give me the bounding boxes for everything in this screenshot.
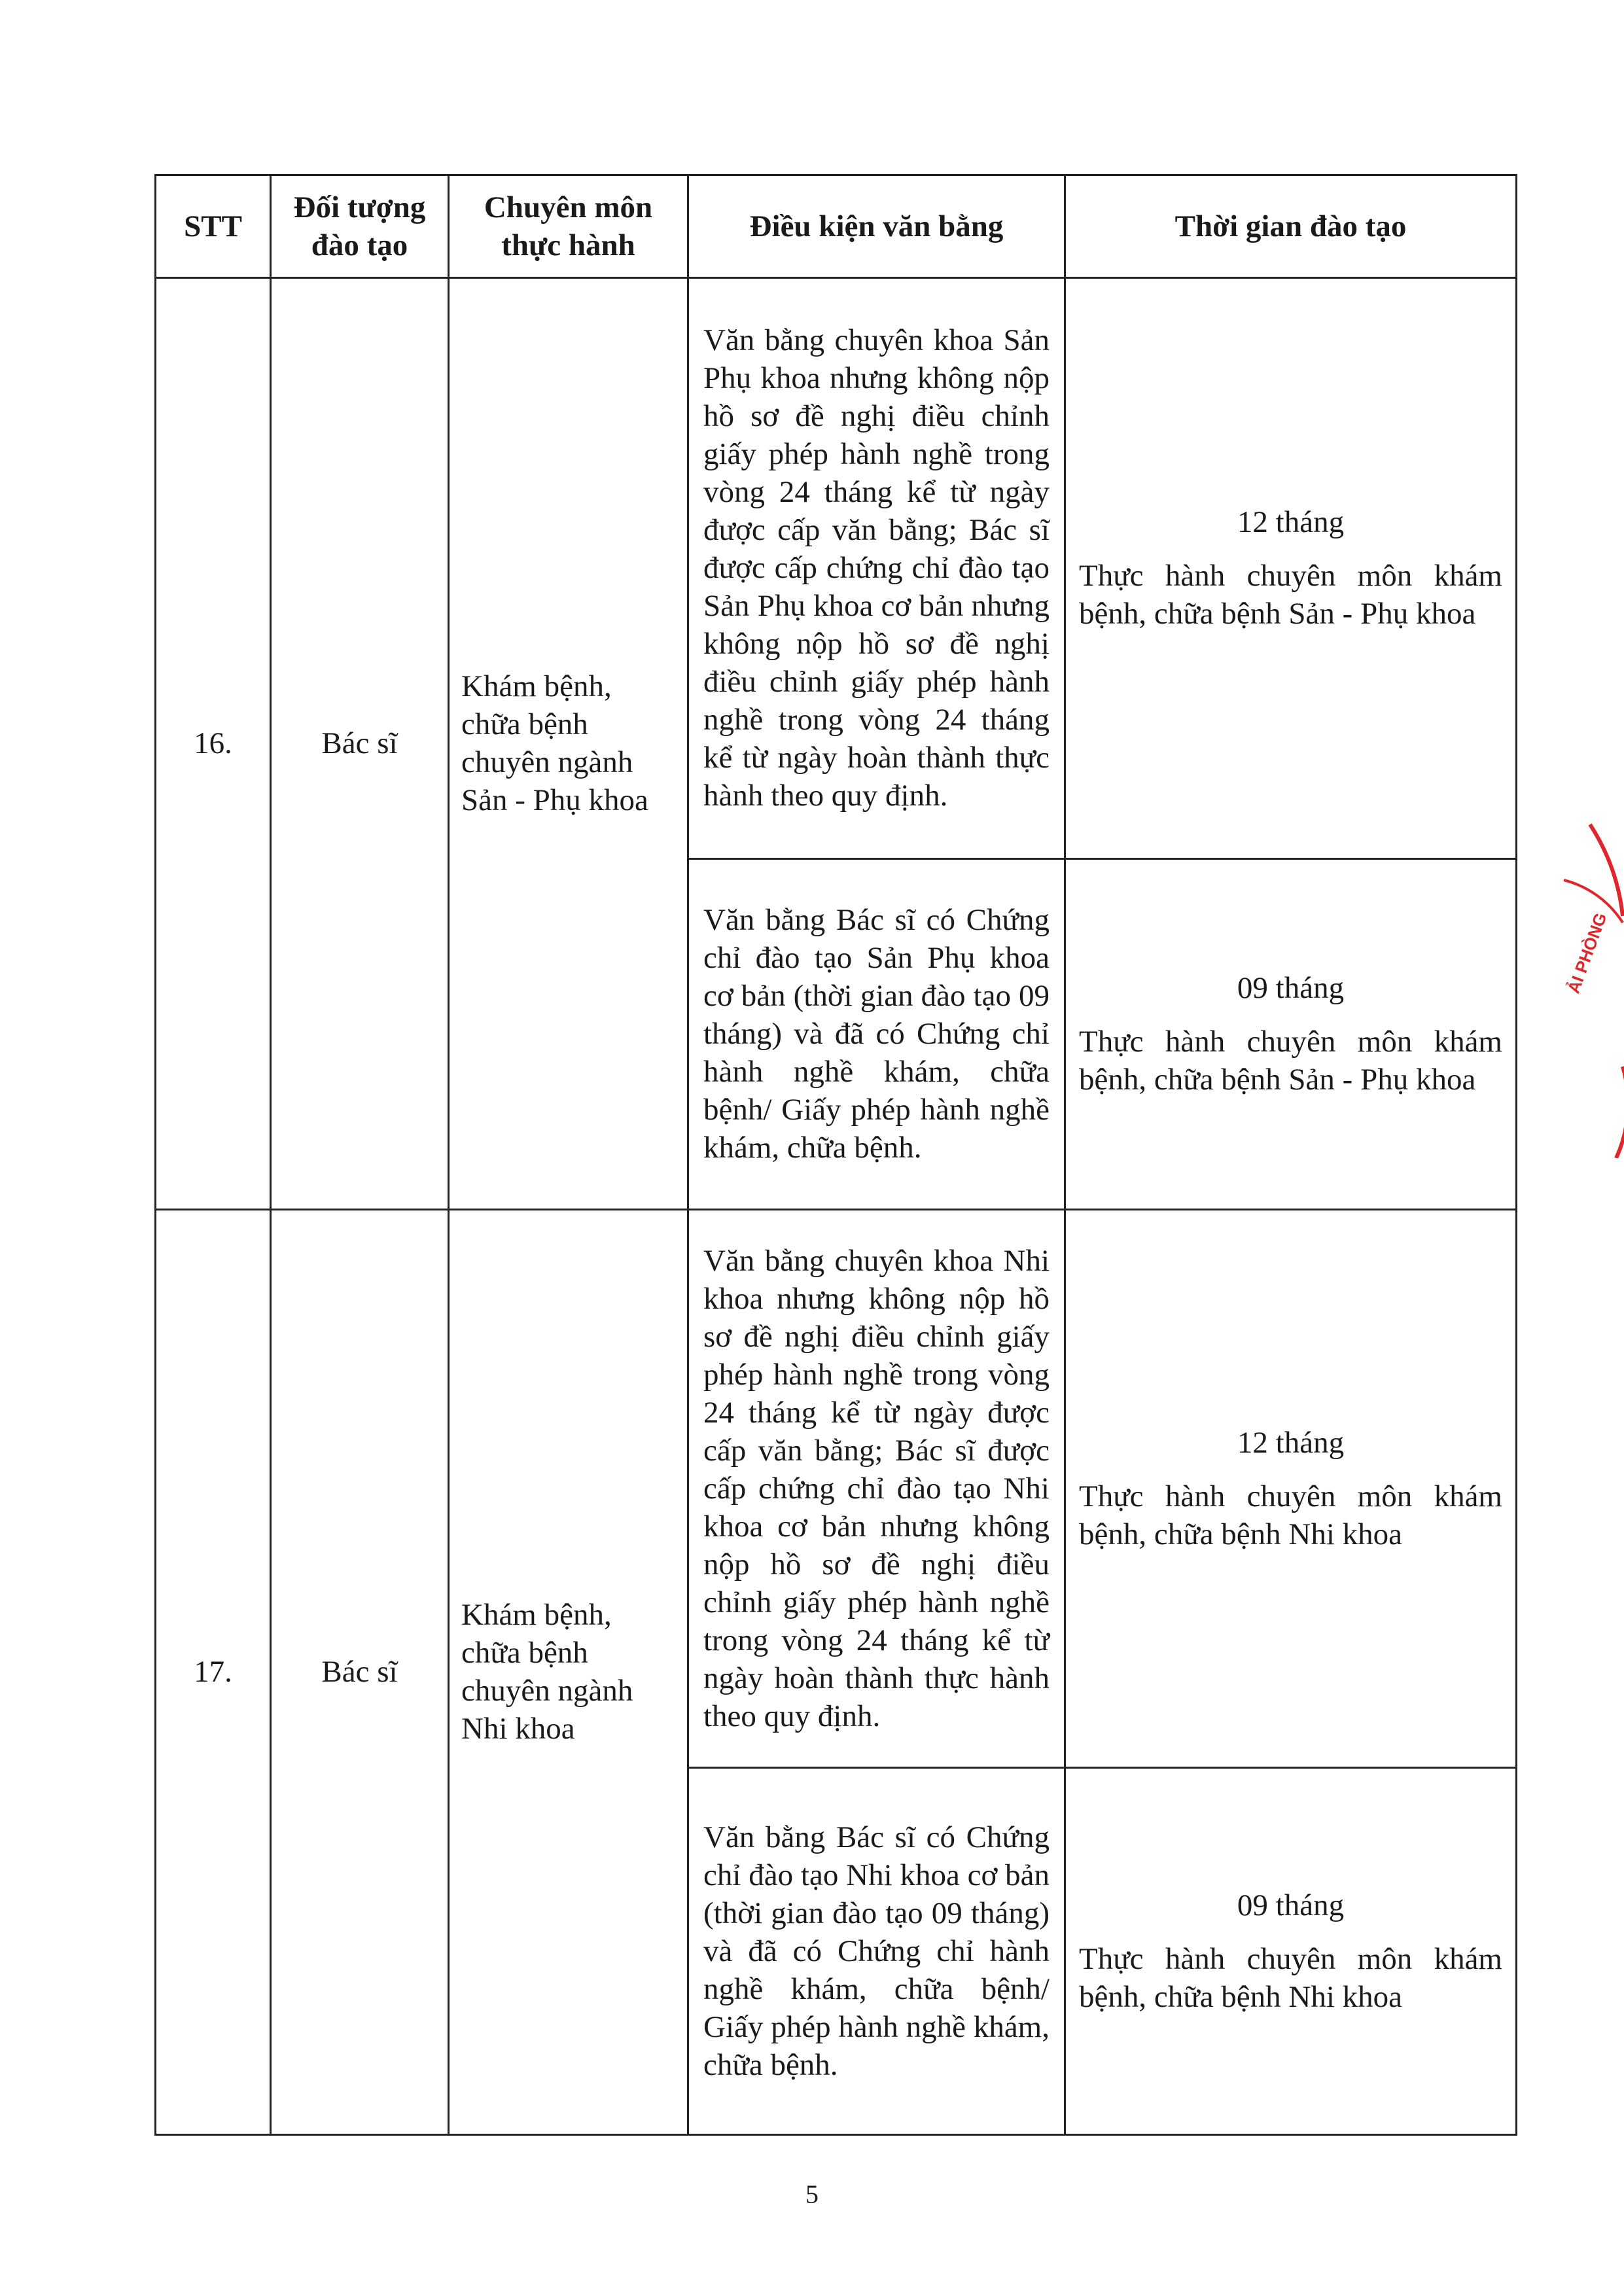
header-object: Đối tượng đào tạo — [271, 175, 449, 278]
time-description: Thực hành chuyên môn khám bệnh, chữa bệnh Sản - Phụ khoa — [1079, 1025, 1502, 1097]
time-description: Thực hành chuyên môn khám bệnh, chữa bệnh Nhi khoa — [1079, 1942, 1502, 2014]
row-condition: Văn bằng Bác sĩ có Chứng chỉ đào tạo Sản Phụ khoa cơ bản (thời gian đào tạo 09 tháng) và đã có Chứng chỉ hành nghề khám, chữa bệnh/ Giấy phép hành nghề khám, chữa bệnh. — [688, 858, 1065, 1209]
header-stt: STT — [156, 175, 271, 278]
row-object: Bác sĩ — [271, 1209, 449, 2135]
table-header-row — [156, 175, 1517, 278]
row-time — [1065, 1209, 1517, 1768]
time-description: Thực hành chuyên môn khám bệnh, chữa bệnh Sản - Phụ khoa — [1079, 559, 1502, 631]
row-specialty: Khám bệnh, chữa bệnh chuyên ngành Nhi khoa — [449, 1209, 688, 2135]
time-duration: 12 tháng — [1237, 505, 1345, 540]
table-row — [156, 278, 1517, 859]
row-condition: Văn bằng chuyên khoa Nhi khoa nhưng không nộp hồ sơ đề nghị điều chỉnh giấy phép hành nghề trong vòng 24 tháng kể từ ngày được cấp văn bằng; Bác sĩ được cấp chứng chỉ đào tạo Nhi khoa cơ bản nhưng không nộp hồ sơ đề nghị điều chỉnh giấy phép hành nghề trong vòng 24 tháng kể từ ngày hoàn thành thực hành theo quy định. — [688, 1209, 1065, 1768]
row-object: Bác sĩ — [271, 278, 449, 1210]
time-duration: 09 tháng — [1237, 1888, 1345, 1922]
table-row — [156, 1209, 1517, 1768]
training-table — [154, 174, 1517, 2136]
row-condition: Văn bằng chuyên khoa Sản Phụ khoa nhưng không nộp hồ sơ đề nghị điều chỉnh giấy phép hành nghề trong vòng 24 tháng kể từ ngày được cấp văn bằng; Bác sĩ được cấp chứng chỉ đào tạo Sản Phụ khoa cơ bản nhưng không nộp hồ sơ đề nghị điều chỉnh giấy phép hành nghề trong vòng 24 tháng kể từ ngày hoàn thành thực hành theo quy định. — [688, 278, 1065, 859]
row-time — [1065, 1768, 1517, 2135]
time-duration: 12 tháng — [1237, 1425, 1345, 1460]
page-number: 5 — [805, 2180, 819, 2209]
seal-stamp-graphic — [1525, 818, 1624, 1158]
row-time — [1065, 278, 1517, 859]
header-condition: Điều kiện văn bằng — [688, 175, 1065, 278]
seal-stamp — [1525, 818, 1624, 1158]
row-stt: 17. — [156, 1209, 271, 2135]
row-specialty: Khám bệnh, chữa bệnh chuyên ngành Sản - Phụ khoa — [449, 278, 688, 1210]
header-time: Thời gian đào tạo — [1065, 175, 1517, 278]
time-description: Thực hành chuyên môn khám bệnh, chữa bệnh Nhi khoa — [1079, 1479, 1502, 1551]
row-stt: 16. — [156, 278, 271, 1210]
header-specialty: Chuyên môn thực hành — [449, 175, 688, 278]
seal-text: ẢI PHÒNG — [1563, 910, 1611, 997]
row-condition: Văn bằng Bác sĩ có Chứng chỉ đào tạo Nhi khoa cơ bản (thời gian đào tạo 09 tháng) và đã có Chứng chỉ hành nghề khám, chữa bệnh/ Giấy phép hành nghề khám, chữa bệnh. — [688, 1768, 1065, 2135]
time-duration: 09 tháng — [1237, 971, 1345, 1006]
row-time — [1065, 858, 1517, 1209]
